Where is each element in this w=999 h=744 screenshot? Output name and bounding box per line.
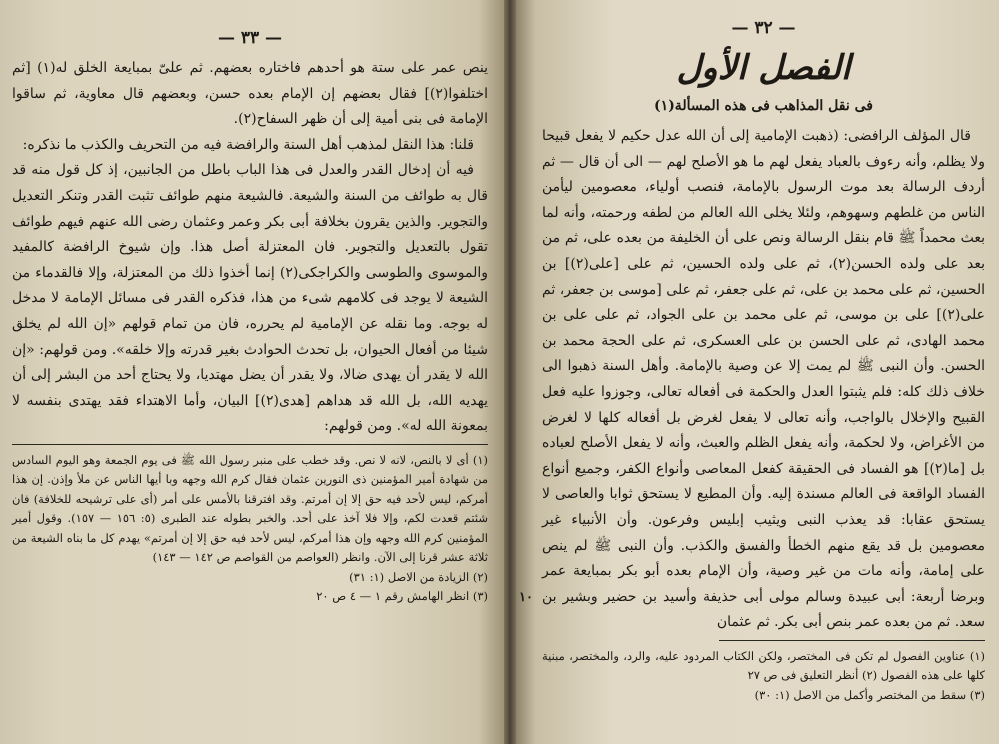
main-text xyxy=(12,56,488,440)
page-number: — ٣٢ — xyxy=(731,18,796,38)
main-text xyxy=(542,124,985,636)
footnote: (١) عناوين الفصول لم تكن فى المختصر، ولكن الكتاب المردود عليه، والرد، والمختصر، مبنية كلها على هذه الفصول (٢) أنظر التعليق فى ص ٢٧ xyxy=(542,648,985,683)
chapter-title: الفصل الأول xyxy=(676,48,851,88)
footnote-divider xyxy=(12,444,488,445)
paragraph: فيه أن إدخال القدر والعدل فى هذا الباب باطل من الجانبين، إذ كل قول منه قد قال به طوائف من السنة والشيعة. فالشيعة منهم طوائف تثبت القدر وتنكر التعديل والتجوير. والذين يقرون بخلافة أبى بكر وعمر وعثمان رضى الله عنهم فيهم طوائف تقول بالتعديل والتجوير. فان المعتزلة أصل هذا. وإن شيوخ الرافضة كالمفيد والموسوى والطوسى والكراجكى(٢) إنما أخذوا ذلك من المعتزلة، وإلا فالقدماء من الشيعة لا يوجد فى كلامهم شىء من هذا، فذكره القدر فى مسائل الإمامة لا مدخل له بوجه. وما نقله عن الإمامية لم يحرره، فان من تمام قولهم «إن الله لم يخلق شيئا من أفعال الحيوان، بل تحدث الحوادث بغير قدرته وإلا خلقه». ومن قولهم: «إن الله لا يقدر أن يهدى ضالا، ولا يقدر أن يضل مهتديا، ولا يحتاج أحد من البشر إلى أن يهديه الله، بل الله قد هداهم [هدى(٢)] البيان، وأما الاهتداء فقد يهتدى بنفسه لا بمعونة الله له». ومن قولهم: xyxy=(12,162,489,435)
right-page xyxy=(516,0,999,744)
footnote: (٣) سقط من المختصر وأكمل من الاصل (١: ٣٠) xyxy=(754,687,985,702)
footnote-divider xyxy=(719,640,985,641)
section-heading: فى نقل المذاهب فى هذه المسألة(١) xyxy=(654,98,873,114)
footnotes xyxy=(12,451,488,607)
page-number: — ٣٣ — xyxy=(217,28,283,48)
footnote: (٢) الزيادة من الاصل (١: ٣١) xyxy=(349,569,488,584)
paragraph: ينص عمر على ستة هو أحدهم فاختاره بعضهم. ثم علىّ بمبايعة الخلق له(١) [ثم اختلفوا(٢)] فقال بعضهم إن الإمام بعده حسن، وبعضهم قال معاوية، ثم ساقوا الإمامة فى بنى أمية إلى أن ظهر السفاح(٢). xyxy=(12,60,488,128)
line-number-marker: ١٠ xyxy=(519,590,533,605)
paragraph: قلنا: هذا النقل لمذهب أهل السنة والرافضة فيه من التحريف والكذب ما نذكره: xyxy=(22,136,474,153)
book-gutter xyxy=(504,0,516,744)
footnote: (١) أى لا بالنص، لانه لا نص. وقد خطب على منبر رسول الله ﷺ فى يوم الجمعة وهو اليوم السادس من شهادة أمير المؤمنين ذى النورين عثمان فقال كرم الله وجهه وبا أيها الناس عن ملأ وإذن. إن هذا أمركم، ليس لأحد فيه حق إلا إن أمرتم. وقد افترقنا بالأمس على أمر (أى على ترشيحه للخلافة) فان شئتم قعدت لكم، وإلا فلا آخذ على أحد. والخبر بطوله عند الطبرى (٥: ١٥٦ — ١٥٧). وقول أمير المؤمنين كرم الله وجهه وإن هذا أمركم، ليس لأحد فيه حق إلا إن أمرتم» يهدم كل ما بناه الشيعة من ثلاثة عشر قرنا إلى الآن. وانظر (العواصم من القواصم ص ١٤٢ — ١٤٣) xyxy=(12,452,489,565)
footnotes xyxy=(542,647,985,706)
footnote: (٣) انظر الهامش رقم ١ — ٤ ص ٢٠ xyxy=(316,589,488,604)
paragraph: قال المؤلف الرافضى: (ذهبت الإمامية إلى أن الله عدل حكيم لا يفعل قبيحا ولا يظلم، وأنه رءوف بالعباد يفعل لهم ما هو الأصلح لهم — الى أن قال — ثم أردف الرسالة بعد موت الرسول بالإمامة، فنصب أولياء، معصومين ليأمن الناس من غلطهم وسهوهم، ولئلا يخلى الله العالم من لطفه ورحمته، وأنه لما بعث محمداً ﷺ قام بنقل الرسالة ونص على أن الخليفة من بعده على، ثم من بعد على ولده الحسن(٢)، ثم على ولده الحسين، ثم على [على(٢)] بن الحسين، ثم على محمد بن على، ثم على جعفر، ثم على [موسى بن جعفر، ثم على(٢)] على بن موسى، ثم على محمد بن على الجواد، ثم على على بن محمد الهادى، ثم على الحسن بن على العسكرى، ثم على الحجة محمد بن الحسن. وأن النبى ﷺ لم يمت إلا عن وصية بالإمامة. وأهل السنة ذهبوا الى خلاف ذلك كله: فلم يثبتوا العدل والحكمة فى أفعاله تعالى، وجوزوا عليه فعل القبيح والإخلال بالواجب، وأنه تعالى لا يفعل لغرض بل أفعاله كلها لا لغرض من الأغراض، ولا لحكمة، وأنه يفعل الظلم والعبث، وأنه لا يفعل الأصلح لعباده بل [ما(٢)] هو الفساد فى الحقيقة كفعل المعاصى وأنواع الكفر، وجميع أنواع الفساد الواقعة فى العالم مسندة إليه. وأن المطيع لا يستحق ثوابا والعاصى لا يستحق عقابا: قد يعذب النبى ويثيب إبليس وفرعون. وأن الأنبياء غير معصومين بل قد يقع منهم الخطأ والفسق والكذب. وأن النبى ﷺ لم ينص على إمامة، وأنه مات من غير وصية، وأن الإمام بعده أبو بكر بمبايعة عمر وبرضا أربعة: أبى عبيدة وسالم مولى أبى حذيفة وأسيد بن حضير وبشير بن سعد. ثم من بعده عمر بنص أبى بكر. ثم عثمان xyxy=(542,128,985,631)
